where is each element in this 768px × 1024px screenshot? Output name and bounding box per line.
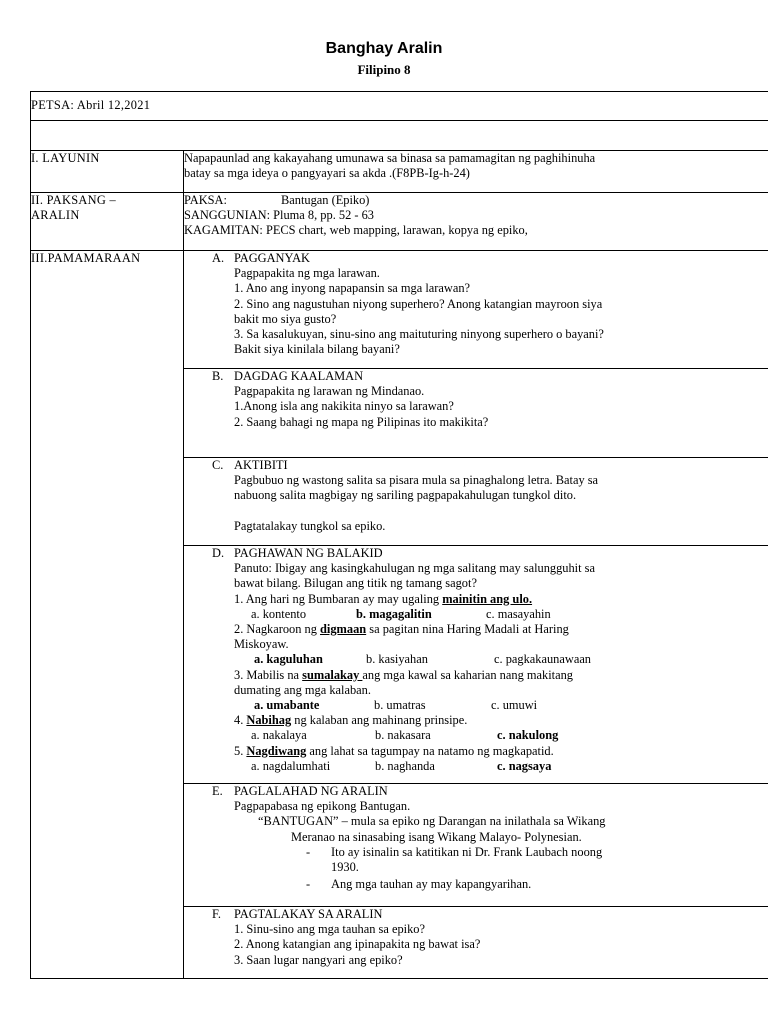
- choice-c: c. umuwi: [491, 698, 538, 713]
- choice-c: c. pagkakaunawaan: [494, 652, 592, 667]
- underlined-word: digmaan: [320, 622, 367, 637]
- section-a-cell: [184, 251, 768, 369]
- choices-4: [234, 728, 768, 743]
- question-2: 2. Nagkaroon ng digmaan sa pagitan nina Haring Madali at Haring: [234, 622, 569, 637]
- section-line: 3. Saan lugar nangyari ang epiko?: [234, 952, 403, 967]
- paksang-aralin-label: ARALIN: [31, 208, 80, 223]
- underlined-word: sumalakay: [302, 667, 363, 682]
- underlined-word: mainitin ang ulo.: [442, 591, 533, 606]
- section-letter: D.: [212, 546, 225, 560]
- section-letter: C.: [212, 458, 224, 472]
- choice-a: a. kontento: [251, 606, 307, 621]
- layunin-line: batay sa mga ideya o pangyayari sa akda .(F8PB-Ig-h-24): [184, 166, 470, 181]
- question-2-cont: Miskoyaw.: [234, 637, 289, 652]
- section-line: 2. Anong katangian ang ipinapakita ng bawat isa?: [234, 937, 481, 952]
- petsa-text: PETSA: Abril 12,2021: [31, 98, 151, 112]
- underlined-word: Nagdiwang: [246, 743, 307, 758]
- choice-c: c. masayahin: [486, 606, 551, 621]
- choices-2: [234, 652, 768, 667]
- kagamitan-line: KAGAMITAN: PECS chart, web mapping, larawan, kopya ng epiko,: [184, 223, 528, 238]
- question-3: 3. Mabilis na sumalakay ang mga kawal sa kaharian nang makitang: [234, 667, 573, 682]
- question-1: 1. Ang hari ng Bumbaran ay may ugaling mainitin ang ulo.: [234, 591, 533, 606]
- choice-c-answer: c. nagsaya: [497, 758, 552, 773]
- section-c-cell: [184, 458, 768, 546]
- dash-bullet: -: [306, 844, 311, 859]
- section-line: 3. Sa kasalukuyan, sinu-sino ang maituturing ninyong superhero o bayani?: [234, 327, 604, 342]
- paksa-value: Bantugan (Epiko): [281, 193, 370, 207]
- panuto-line: Panuto: Ibigay ang kasingkahulugan ng mga salitang may salungguhit sa: [234, 561, 595, 576]
- layunin-label: I. LAYUNIN: [31, 151, 100, 165]
- section-line: nabuong salita magbigay ng sariling pagpapakahulugan tungkol dito.: [234, 488, 577, 503]
- section-d-cell: [184, 546, 768, 784]
- paksang-aralin-label: II. PAKSANG –: [31, 193, 117, 207]
- choice-b: b. kasiyahan: [366, 652, 428, 667]
- row-section-a: [31, 251, 768, 369]
- blank-cell: [31, 121, 768, 151]
- bullet-item: [212, 877, 768, 892]
- question-5: 5. Nagdiwang ang lahat sa tagumpay na natamo ng magkapatid.: [234, 743, 554, 758]
- choice-a: a. nakalaya: [251, 728, 307, 743]
- section-title: PAGGANYAK: [234, 251, 310, 265]
- section-title: PAGTALAKAY SA ARALIN: [234, 907, 383, 921]
- choice-b: b. umatras: [374, 698, 426, 713]
- section-line: Pagpapakita ng mga larawan.: [234, 266, 380, 281]
- section-line: 1. Ano ang inyong napapansin sa mga larawan?: [234, 281, 471, 296]
- section-line: Pagbubuo ng wastong salita sa pisara mula sa pinaghalong letra. Batay sa: [234, 473, 599, 488]
- dash-bullet: -: [306, 877, 311, 892]
- row-blank: [31, 121, 768, 151]
- section-line: 2. Saang bahagi ng mapa ng Pilipinas ito makikita?: [234, 414, 489, 429]
- choices-1: [234, 607, 768, 622]
- section-line: 1. Sinu-sino ang mga tauhan sa epiko?: [234, 922, 425, 937]
- page-title: Banghay Aralin: [325, 40, 443, 57]
- section-line: Meranao na sinasabing isang Wikang Malayo- Polynesian.: [291, 829, 582, 844]
- layunin-line: Napapaunlad ang kakayahang umunawa sa binasa sa pamamagitan ng paghihinuha: [184, 151, 596, 165]
- petsa-cell: [31, 92, 768, 121]
- bullet-text: Ang mga tauhan ay may kapangyarihan.: [331, 877, 532, 892]
- pamamaraan-label: III.PAMAMARAAN: [31, 251, 141, 265]
- section-title: AKTIBITI: [234, 458, 288, 472]
- choice-a-answer: a. kaguluhan: [254, 652, 323, 667]
- lesson-plan-table: [30, 91, 768, 979]
- choice-b-answer: b. magagalitin: [356, 606, 432, 621]
- row-layunin: [31, 151, 768, 193]
- paksa-key: PAKSA:: [184, 193, 227, 207]
- section-line: bakit mo siya gusto?: [234, 311, 337, 326]
- row-petsa: [31, 92, 768, 121]
- section-letter: A.: [212, 251, 225, 265]
- layunin-content-cell: [184, 151, 768, 193]
- section-line: Pagpapabasa ng epikong Bantugan.: [234, 799, 411, 814]
- bullet-item: [212, 845, 768, 875]
- choice-a: a. nagdalumhati: [251, 758, 331, 773]
- section-line: 2. Sino ang nagustuhan niyong superhero? Anong katangian mayroon siya: [234, 296, 603, 311]
- paksa-line: [184, 193, 768, 208]
- section-f-cell: [184, 907, 768, 979]
- choices-5: [234, 759, 768, 774]
- choice-b: b. nakasara: [375, 728, 431, 743]
- row-paksang-aralin: [31, 193, 768, 251]
- section-b-cell: [184, 369, 768, 458]
- section-line: Pagtatalakay tungkol sa epiko.: [234, 518, 386, 533]
- paksang-aralin-content-cell: [184, 193, 768, 251]
- underlined-word: Nabihag: [246, 713, 292, 728]
- paksang-aralin-label-cell: [31, 193, 184, 251]
- section-e-cell: [184, 784, 768, 907]
- question-3-cont: dumating ang mga kalaban.: [234, 682, 371, 697]
- section-line: Pagpapakita ng larawan ng Mindanao.: [234, 384, 425, 399]
- section-title: DAGDAG KAALAMAN: [234, 369, 364, 383]
- bullet-text: 1930.: [331, 860, 359, 875]
- section-letter: F.: [212, 907, 221, 921]
- page-subtitle: Filipino 8: [357, 62, 411, 77]
- choice-c-answer: c. nakulong: [497, 728, 559, 743]
- section-letter: B.: [212, 369, 224, 383]
- section-line: 1.Anong isla ang nakikita ninyo sa larawan?: [234, 399, 454, 414]
- question-4: 4. Nabihag ng kalaban ang mahinang prinsipe.: [234, 713, 468, 728]
- choice-a-answer: a. umabante: [254, 698, 320, 713]
- section-letter: E.: [212, 784, 223, 798]
- section-title: PAGLALAHAD NG ARALIN: [234, 784, 388, 798]
- section-line: “BANTUGAN” – mula sa epiko ng Darangan na inilathala sa Wikang: [258, 814, 606, 829]
- choice-b: b. naghanda: [375, 758, 435, 773]
- pamamaraan-label-cell: [31, 251, 184, 979]
- section-line: Bakit siya kinilala bilang bayani?: [234, 342, 400, 357]
- section-title: PAGHAWAN NG BALAKID: [234, 546, 383, 560]
- choices-3: [234, 698, 768, 713]
- panuto-line: bawat bilang. Bilugan ang titik ng tamang sagot?: [234, 576, 477, 591]
- sanggunian-line: SANGGUNIAN: Pluma 8, pp. 52 - 63: [184, 208, 374, 223]
- bullet-text: Ito ay isinalin sa katitikan ni Dr. Frank Laubach noong: [331, 844, 603, 859]
- layunin-label-cell: [31, 151, 184, 193]
